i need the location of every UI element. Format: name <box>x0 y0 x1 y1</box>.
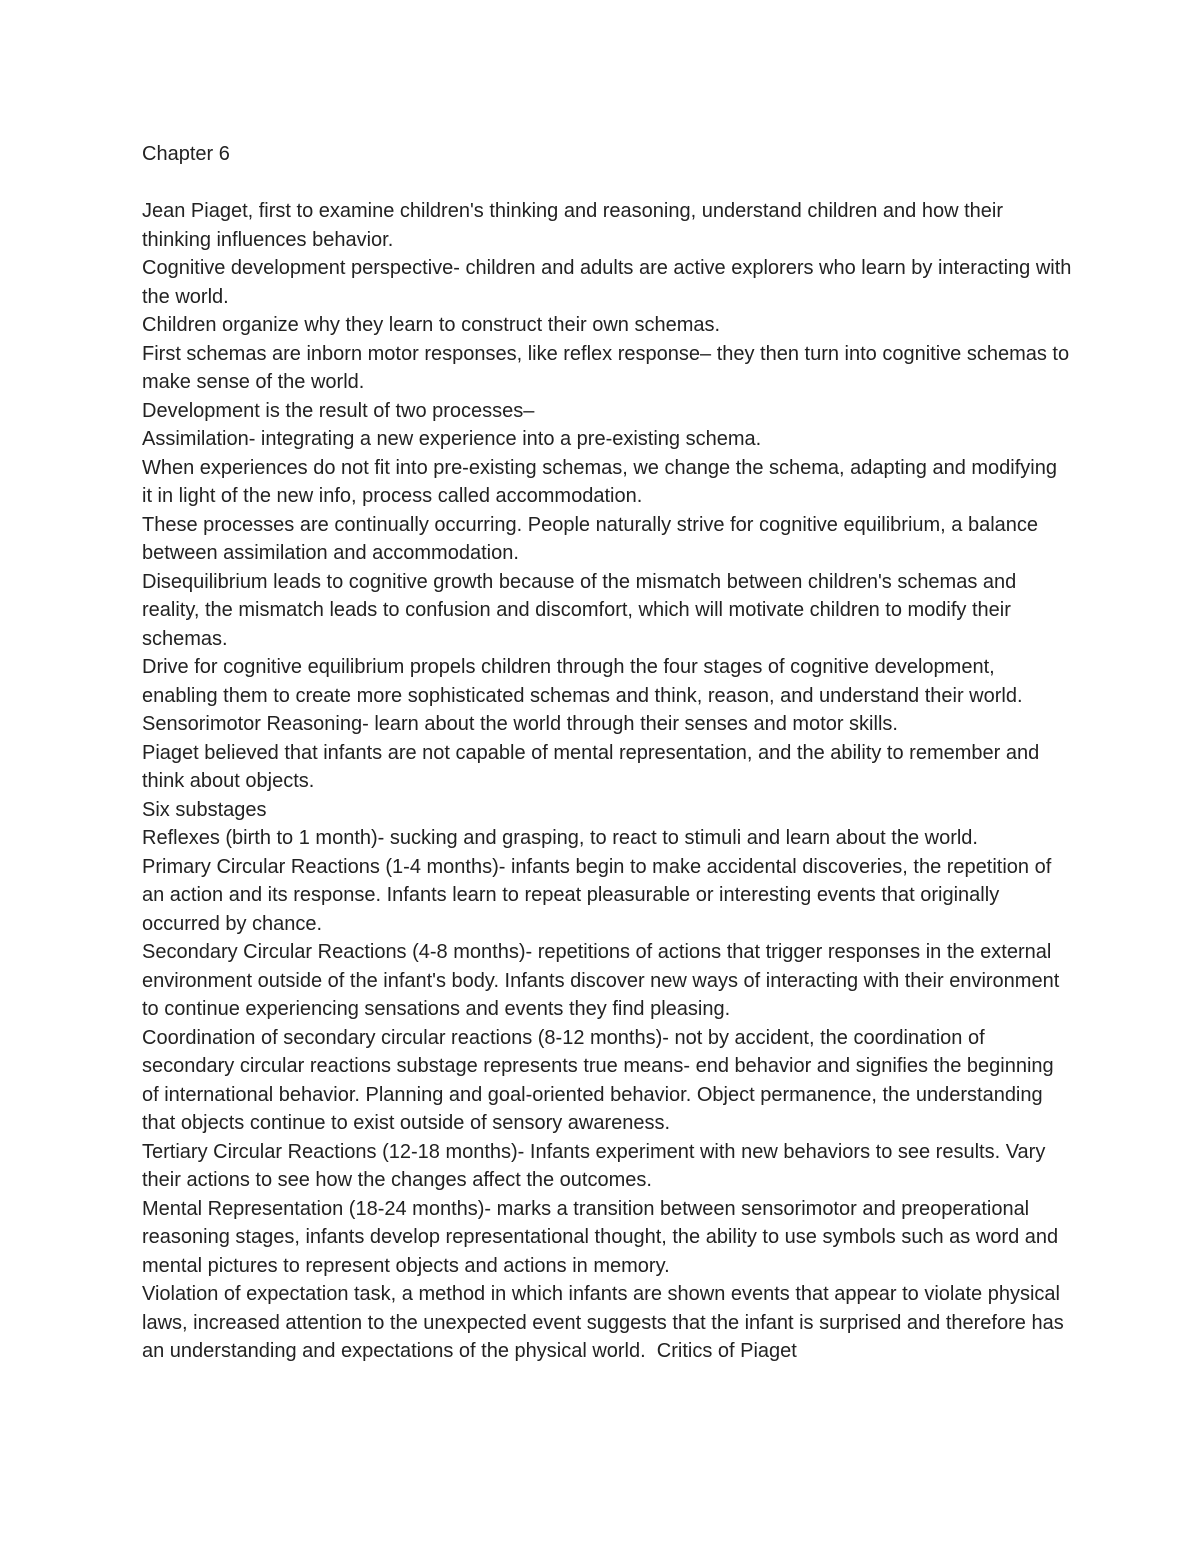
paragraph: When experiences do not fit into pre-existing schemas, we change the schema, adapting and modifying it in light of the new info, process called accommodation. <box>142 456 1063 507</box>
paragraph: Coordination of secondary circular reactions (8-12 months)- not by accident, the coordination of secondary circular reactions substage represents true means- end behavior and signifies the beginning of international behavior. Planning and goal-oriented behavior. Object permanence, the understanding that objects continue to exist outside of sensory awareness. <box>142 1026 1060 1134</box>
paragraph: Cognitive development perspective- children and adults are active explorers who learn by interacting with the world. <box>142 257 1077 308</box>
paragraph: Disequilibrium leads to cognitive growth because of the mismatch between children's schemas and reality, the mismatch leads to confusion and discomfort, which will motivate children to modify their schemas. <box>142 570 1022 650</box>
paragraph: Jean Piaget, first to examine children's thinking and reasoning, understand children and how their thinking influences behavior. <box>142 200 1009 251</box>
paragraph: Development is the result of two processes– <box>142 399 535 422</box>
paragraph: Tertiary Circular Reactions (12-18 months)- Infants experiment with new behaviors to see results. Vary their actions to see how the changes affect the outcomes. <box>142 1140 1051 1191</box>
paragraph: Assimilation- integrating a new experience into a pre-existing schema. <box>142 428 762 450</box>
paragraph: First schemas are inborn motor responses, like reflex response– they then turn into cognitive schemas to make sense of the world. <box>142 342 1075 393</box>
paragraph: Six substages <box>142 798 267 821</box>
paragraph: Violation of expectation task, a method in which infants are shown events that appear to violate physical laws, increased attention to the unexpected event suggests that the infant is surprised and therefore has an understanding and expectations of the physical world. Critics of Piaget <box>142 1283 1070 1362</box>
paragraph: Piaget believed that infants are not capable of mental representation, and the ability to remember and think about objects. <box>142 741 1045 792</box>
paragraph: These processes are continually occurring. People naturally strive for cognitive equilibrium, a balance between assimilation and accommodation. <box>142 513 1044 564</box>
document-body <box>142 140 1077 1366</box>
chapter-title: Chapter 6 <box>142 143 230 165</box>
paragraph: Primary Circular Reactions (1-4 months)- infants begin to make accidental discoveries, the repetition of an action and its response. Infants learn to repeat pleasurable or interesting events that originally occurred by chance. <box>142 855 1057 935</box>
paragraph: Children organize why they learn to construct their own schemas. <box>142 314 721 336</box>
paragraph: Secondary Circular Reactions (4-8 months)- repetitions of actions that trigger responses in the external environment outside of the infant's body. Infants discover new ways of interacting with their environment to continue experiencing sensations and events they find pleasing. <box>142 941 1065 1020</box>
paragraph: Mental Representation (18-24 months)- marks a transition between sensorimotor and preoperational reasoning stages, infants develop representational thought, the ability to use symbols such as word and mental pictures to represent objects and actions in memory. <box>142 1197 1064 1277</box>
paragraph: Sensorimotor Reasoning- learn about the world through their senses and motor skills. <box>142 713 898 735</box>
paragraph: Reflexes (birth to 1 month)- sucking and grasping, to react to stimuli and learn about the world. <box>142 827 978 849</box>
title-spacer <box>142 169 1072 198</box>
paragraph: Drive for cognitive equilibrium propels children through the four stages of cognitive development, enabling them to create more sophisticated schemas and think, reason, and understand their world. <box>142 656 1023 707</box>
